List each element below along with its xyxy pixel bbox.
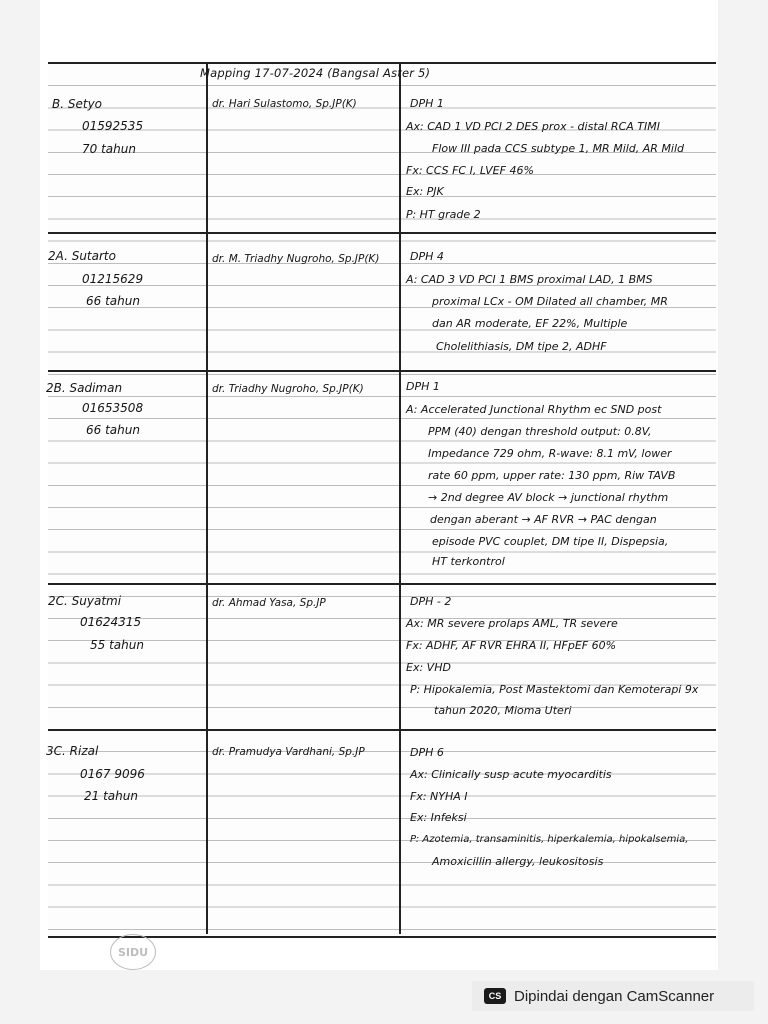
patient-note-line: Cholelithiasis, DM tipe 2, ADHF	[436, 340, 607, 353]
patient-note-line: Fx: NYHA I	[410, 790, 468, 803]
patient-note-line: Ex: VHD	[406, 661, 451, 674]
patient-note-line: HT terkontrol	[432, 555, 505, 568]
patient-note-line: DPH - 2	[410, 595, 452, 608]
row-separator	[48, 370, 716, 372]
patient-note-line: P: HT grade 2	[406, 208, 481, 221]
patient-note-line: Impedance 729 ohm, R-wave: 8.1 mV, lower	[428, 447, 672, 460]
patient-note-line: Fx: CCS FC I, LVEF 46%	[406, 164, 534, 177]
camscanner-icon: CS	[484, 988, 506, 1004]
patient-doctor: dr. Pramudya Vardhani, Sp.JP	[212, 746, 365, 758]
patient-note-line: A: CAD 3 VD PCI 1 BMS proximal LAD, 1 BMS	[406, 273, 653, 286]
patient-note-line: DPH 4	[410, 250, 444, 263]
row-separator	[48, 583, 716, 585]
patient-name: 2B. Sadiman	[46, 381, 123, 395]
patient-note-line: proximal LCx - OM Dilated all chamber, MR	[432, 295, 668, 308]
patient-note-line: PPM (40) dengan threshold output: 0.8V,	[428, 425, 652, 438]
column-divider-left	[206, 62, 208, 934]
patient-note-line: Ax: MR severe prolaps AML, TR severe	[406, 617, 618, 630]
patient-note-line: → 2nd degree AV block → junctional rhythm	[428, 491, 669, 504]
patient-note-line: Ex: Infeksi	[410, 811, 467, 824]
patient-age: 66 tahun	[86, 423, 140, 437]
patient-name: 3C. Rizal	[46, 744, 99, 758]
patient-mrn: 0167 9096	[80, 767, 145, 781]
column-divider-right	[399, 62, 401, 934]
patient-mrn: 01653508	[82, 401, 144, 415]
row-separator	[48, 729, 716, 731]
patient-note-line: Amoxicillin allergy, leukositosis	[432, 855, 604, 868]
patient-note-line: P: Azotemia, transaminitis, hiperkalemia, hipokalsemia,	[410, 834, 689, 845]
patient-note-line: tahun 2020, Mioma Uteri	[434, 704, 572, 717]
camscanner-label: Dipindai dengan CamScanner	[514, 987, 715, 1005]
sidu-stamp: SIDU	[110, 934, 156, 970]
patient-note-line: Ax: Clinically susp acute myocarditis	[410, 768, 612, 781]
patient-name: 2C. Suyatmi	[48, 594, 122, 608]
patient-age: 66 tahun	[86, 294, 140, 308]
patient-mrn: 01215629	[82, 272, 144, 286]
patient-note-line: Ex: PJK	[406, 185, 444, 198]
patient-doctor: dr. M. Triadhy Nugroho, Sp.JP(K)	[212, 253, 380, 265]
patient-mrn: 01624315	[80, 615, 142, 629]
patient-name: 2A. Sutarto	[48, 249, 116, 263]
patient-age: 55 tahun	[90, 638, 144, 652]
patient-doctor: dr. Triadhy Nugroho, Sp.JP(K)	[212, 383, 364, 395]
patient-name: B. Setyo	[52, 97, 103, 111]
patient-note-line: Ax: CAD 1 VD PCI 2 DES prox - distal RCA TIMI	[406, 120, 660, 133]
patient-age: 21 tahun	[84, 789, 138, 803]
patient-note-line: A: Accelerated Junctional Rhythm ec SND post	[406, 403, 662, 416]
patient-mrn: 01592535	[82, 119, 144, 133]
patient-doctor: dr. Ahmad Yasa, Sp.JP	[212, 597, 326, 609]
patient-note-line: Flow III pada CCS subtype 1, MR Mild, AR Mild	[432, 142, 685, 155]
patient-note-line: DPH 1	[406, 380, 440, 393]
camscanner-badge	[472, 981, 754, 1011]
patient-note-line: rate 60 ppm, upper rate: 130 ppm, Riw TAVB	[428, 469, 676, 482]
patient-age: 70 tahun	[82, 142, 136, 156]
patient-note-line: P: Hipokalemia, Post Mastektomi dan Kemoterapi 9x	[410, 683, 699, 696]
patient-note-line: dengan aberant → AF RVR → PAC dengan	[430, 513, 657, 526]
patient-note-line: DPH 6	[410, 746, 444, 759]
row-separator	[48, 232, 716, 234]
patient-note-line: episode PVC couplet, DM tipe II, Dispepsia,	[432, 535, 669, 548]
patient-doctor: dr. Hari Sulastomo, Sp.JP(K)	[212, 98, 357, 110]
page-title: Mapping 17-07-2024 (Bangsal Aster 5)	[200, 66, 431, 80]
patient-note-line: DPH 1	[410, 97, 444, 110]
patient-note-line: Fx: ADHF, AF RVR EHRA II, HFpEF 60%	[406, 639, 617, 652]
patient-note-line: dan AR moderate, EF 22%, Multiple	[432, 317, 628, 330]
